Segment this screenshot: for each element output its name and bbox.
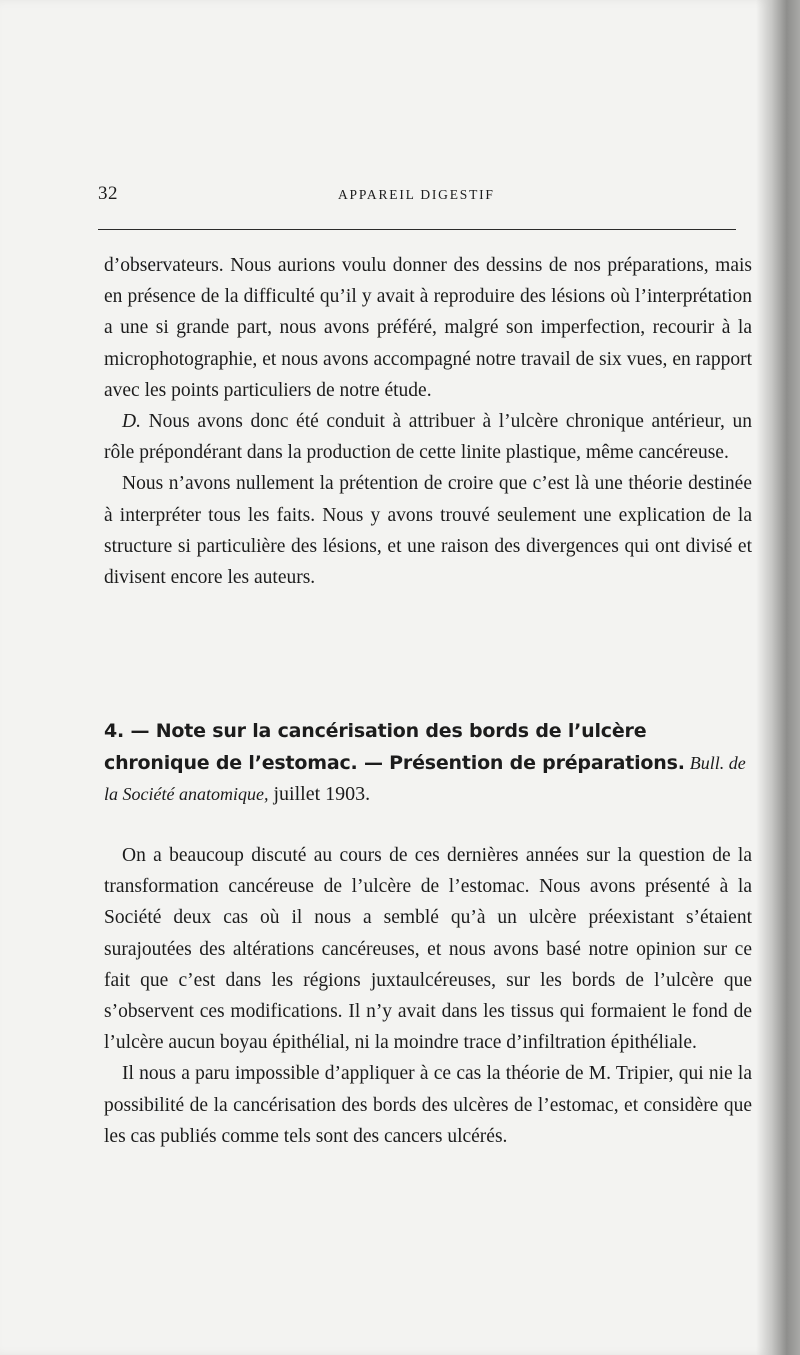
paragraph-tripier xyxy=(104,1058,752,1152)
paragraph-transformation xyxy=(104,840,752,1058)
paragraph-text: Nous avons donc été conduit à attribuer à l’ulcère chronique antérieur, un rôle prépondérant dans la production de cette linite plastique, même cancéreuse. xyxy=(104,411,752,464)
paragraph-text: Nous n’avons nullement la prétention de croire que c’est là une théorie destinée à interpréter tous les faits. Nous y avons trouvé seulement une explication de la structure si particulière des lésions, et une raison des divergences qui ont divisé et divisent encore les auteurs. xyxy=(104,473,752,589)
section-citation: Bull. de la Société anatomique, xyxy=(104,752,746,804)
body-text-bottom xyxy=(104,840,752,1152)
page-gutter-shadow xyxy=(756,0,800,1355)
paragraph-continuation xyxy=(104,250,752,406)
paragraph-text: Il nous a paru impossible d’appliquer à ce cas la théorie de M. Tripier, qui nie la possibilité de la cancérisation des bords des ulcères de l’estomac, et considère que les cas publiés comme tels sont des cancers ulcérés. xyxy=(104,1063,752,1147)
paragraph-text: d’observateurs. Nous aurions voulu donner des dessins de nos préparations, mais en présence de la difficulté qu’il y avait à reproduire des lésions où l’interprétation a une si grande part, nous avons préféré, malgré son imperfection, recourir à la microphotographie, et nous avons accompagné notre travail de six vues, en rapport avec les points particuliers de notre étude. xyxy=(104,255,752,401)
header-rule xyxy=(98,229,736,230)
body-text-top xyxy=(104,250,752,593)
section-title: Note sur la cancérisation des bords de l’ulcère chronique de l’estomac. — Présention de préparations. xyxy=(104,720,685,774)
section-heading xyxy=(104,716,756,811)
paragraph-theory xyxy=(104,468,752,593)
paragraph-label: D. xyxy=(122,411,141,433)
running-head: APPAREIL DIGESTIF xyxy=(338,187,495,202)
paragraph-text: On a beaucoup discuté au cours de ces dernières années sur la question de la transformation cancéreuse de l’ulcère de l’estomac. Nous avons présenté à la Société deux cas où il nous a semblé qu’à un ulcère préexistant s’étaient surajoutées des altérations cancéreuses, et nous avons basé notre opinion sur ce fait que c’est dans les régions juxtaulcéreuses, sur les bords de l’ulcère que s’observent ces modifications. Il n’y avait dans les tissus qui formaient le fond de l’ulcère aucun boyau épithélial, ni la moindre trace d’infiltration épithéliale. xyxy=(104,845,752,1054)
section-dash: — xyxy=(124,720,156,742)
page-header xyxy=(98,183,738,207)
page-number: 32 xyxy=(98,183,118,204)
section-number: 4. xyxy=(104,720,125,742)
section-citation-date: juillet 1903. xyxy=(268,783,371,805)
paragraph-d xyxy=(104,406,752,468)
